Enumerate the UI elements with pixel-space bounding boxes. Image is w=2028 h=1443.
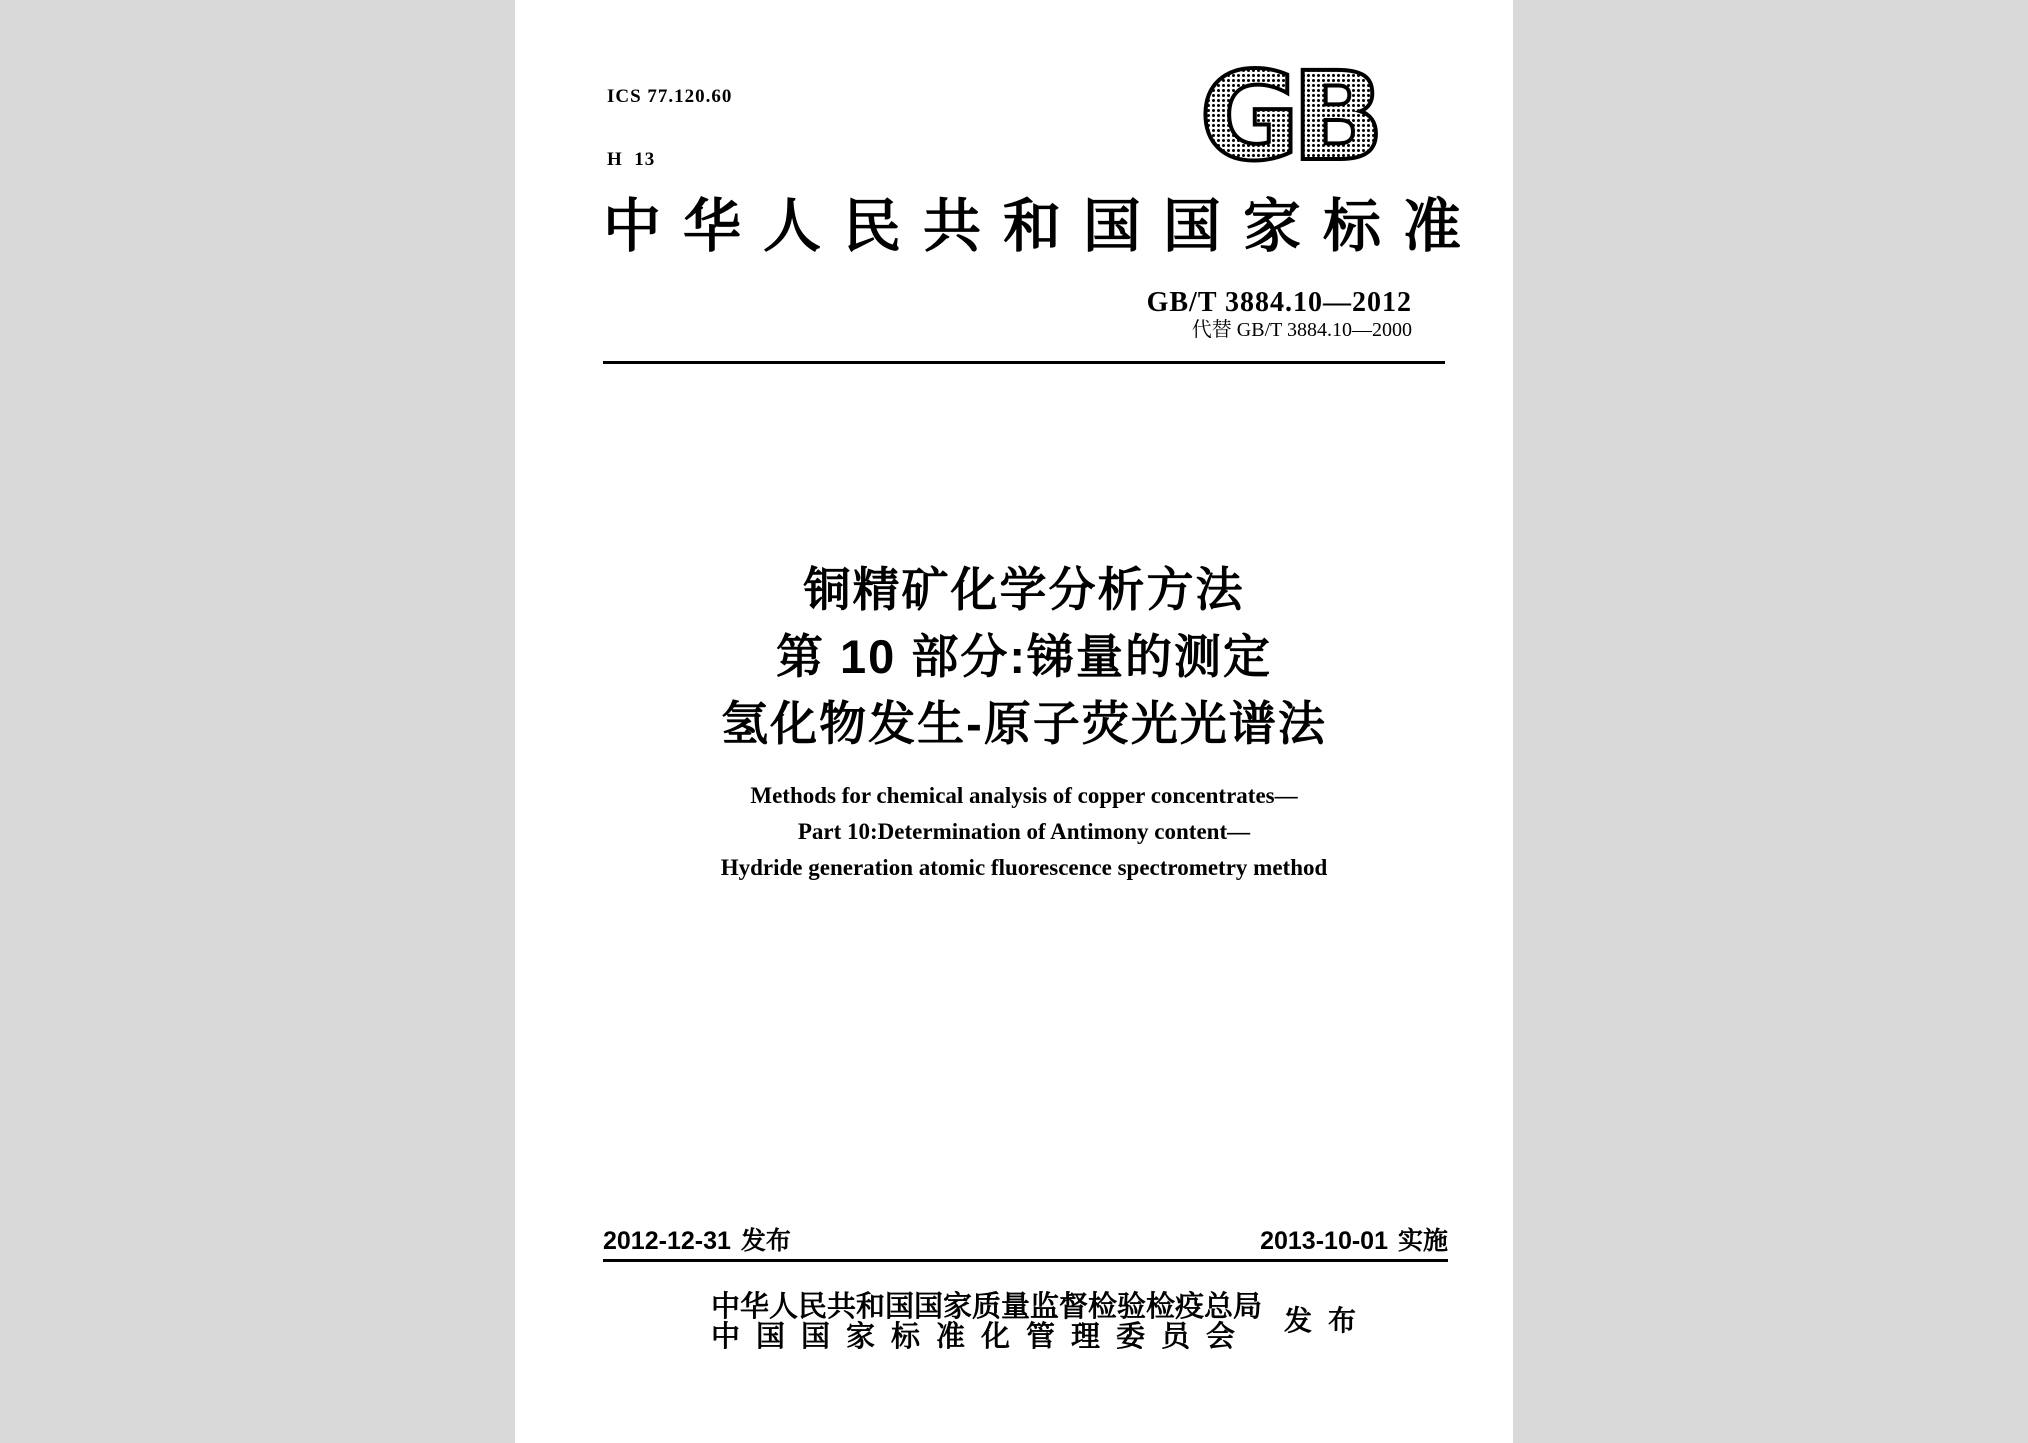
- english-title-line-1: Methods for chemical analysis of copper concentrates—: [750, 783, 1298, 808]
- classification-code: H 13: [607, 149, 656, 170]
- chinese-title-line-2: 第 10 部分:锑量的测定: [775, 630, 1273, 683]
- date-row: [603, 1227, 1448, 1255]
- publisher-primary: 中华人民共和国国家质量监督检验检疫总局: [710, 1291, 1262, 1323]
- top-divider: [603, 361, 1445, 364]
- standard-number: GB/T 3884.10—2012: [1146, 287, 1412, 318]
- english-title: [575, 778, 1473, 886]
- implementation-date-label: 实施: [1397, 1227, 1448, 1255]
- english-title-line-3: Hydride generation atomic fluorescence spectrometry method: [720, 855, 1328, 880]
- publisher-names: [711, 1292, 1262, 1352]
- publisher-block: [603, 1292, 1464, 1352]
- bottom-divider: [603, 1259, 1448, 1262]
- standard-cover-page: [515, 0, 1513, 1443]
- issue-date-label: 发布: [740, 1227, 791, 1255]
- issue-date-value: 2012-12-31: [603, 1227, 731, 1255]
- replaced-standard: 代替 GB/T 3884.10—2000: [1191, 319, 1412, 341]
- gb-logo: [1191, 58, 1385, 164]
- gb-logo-graphic: [1191, 58, 1385, 164]
- implementation-date: [1260, 1227, 1448, 1255]
- publish-label: 发布: [1284, 1306, 1373, 1337]
- gb-logo-text: GB: [1199, 58, 1377, 164]
- chinese-title: [575, 556, 1473, 757]
- english-title-line-2: Part 10:Determination of Antimony content—: [797, 819, 1251, 844]
- publisher-secondary: 中国国家标准化管理委员会: [710, 1321, 1251, 1353]
- issue-date: [603, 1227, 791, 1255]
- ics-block: [607, 44, 732, 212]
- ics-code: ICS 77.120.60: [607, 86, 733, 107]
- chinese-title-line-3: 氢化物发生-原子荧光光谱法: [721, 697, 1327, 750]
- page-title: 中华人民共和国国家标准: [603, 194, 1484, 259]
- chinese-title-line-1: 铜精矿化学分析方法: [803, 563, 1245, 616]
- implementation-date-value: 2013-10-01: [1260, 1227, 1388, 1255]
